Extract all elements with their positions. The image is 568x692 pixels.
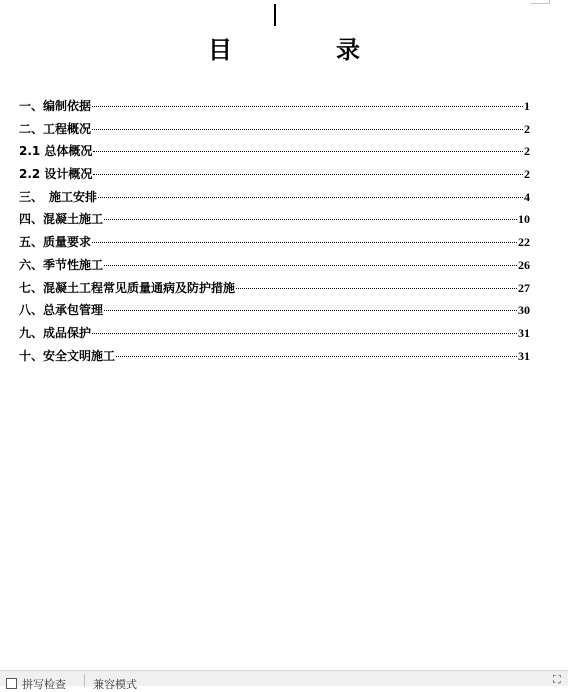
toc-entry-page: 30 [518,303,530,318]
toc-entry[interactable] [19,210,530,233]
toc-entry-page: 31 [518,325,530,340]
toc-entry-label: 十、安全文明施工 [19,348,116,363]
toc-entry-page: 4 [524,189,530,204]
toc-entry[interactable] [19,165,530,188]
toc-title: 目 录 [208,36,400,64]
toc-entry-label: 三、 施工安排 [19,189,98,204]
toc-entry-label: 六、季节性施工 [19,257,104,272]
toc-entry[interactable] [19,347,530,370]
toc-leader-dots [104,265,517,266]
toc-entry-label: 二、工程概况 [19,121,92,136]
toc-entry-page: 1 [524,99,530,113]
toc-leader-dots [93,174,523,175]
toc-entry[interactable] [19,279,530,302]
toc-entry[interactable] [19,188,530,211]
toc-leader-dots [92,242,517,243]
toc-entry[interactable] [19,324,530,347]
toc-entry-label: 五、质量要求 [19,235,92,250]
toc-entry-label: 2.1 总体概况 [19,144,93,159]
toc-leader-dots [92,106,523,107]
table-of-contents [19,97,530,369]
toc-entry-page: 22 [518,235,530,250]
toc-leader-dots [92,333,517,334]
toc-entry[interactable] [19,142,530,165]
toc-leader-dots [93,151,523,152]
toc-leader-dots [98,197,523,198]
toc-entry[interactable] [19,256,530,279]
page-corner-mark [530,0,550,4]
expand-icon[interactable]: ⛶ [553,673,561,686]
toc-entry[interactable] [19,120,530,143]
toc-entry-page: 2 [524,144,530,159]
toc-entry-page: 31 [518,348,530,363]
toc-entry-label: 七、混凝土工程常见质量通病及防护措施 [19,280,236,295]
toc-entry-label: 一、编制依据 [19,99,92,113]
toc-leader-dots [104,219,517,220]
toc-leader-dots [92,129,523,130]
status-divider [84,674,85,687]
spell-check-button[interactable]: 拼写检查 [22,678,66,691]
toc-entry[interactable] [19,301,530,324]
toc-entry-page: 27 [518,280,530,295]
compat-mode-label: 兼容模式 [93,678,137,691]
toc-entry-label: 四、混凝土施工 [19,212,104,227]
toc-entry[interactable] [19,233,530,256]
toc-entry-page: 26 [518,257,530,272]
toc-leader-dots [236,288,517,289]
toc-entry-label: 九、成品保护 [19,325,92,340]
toc-entry-page: 2 [524,167,530,182]
toc-leader-dots [116,356,517,357]
toc-entry-label: 2.2 设计概况 [19,167,93,182]
text-cursor [274,4,276,26]
toc-entry-label: 八、总承包管理 [19,303,104,318]
toc-leader-dots [104,310,517,311]
status-bar [0,670,568,691]
toc-entry[interactable] [19,97,530,120]
spell-check-icon[interactable] [6,678,17,689]
toc-entry-page: 2 [524,121,530,136]
toc-entry-page: 10 [518,212,530,227]
